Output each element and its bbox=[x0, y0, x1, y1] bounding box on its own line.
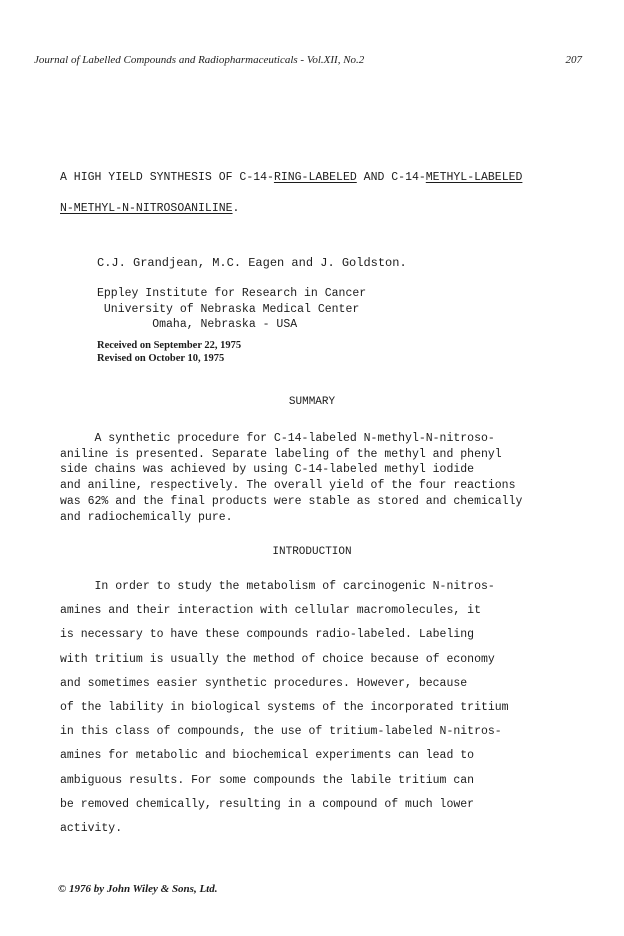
affiliation-line: Eppley Institute for Research in Cancer bbox=[97, 287, 367, 300]
text-line: be removed chemically, resulting in a compound of much lower bbox=[60, 797, 475, 811]
affiliation bbox=[97, 286, 366, 333]
received-date: Received on September 22, 1975 bbox=[97, 340, 242, 351]
text-line: In order to study the metabolism of carcinogenic N-nitros- bbox=[60, 580, 495, 593]
text-line: is necessary to have these compounds radio-labeled. Labeling bbox=[60, 628, 475, 642]
submission-dates bbox=[97, 339, 241, 365]
page-number: 207 bbox=[565, 54, 582, 66]
title-text: A HIGH YIELD SYNTHESIS OF C-14- bbox=[60, 171, 274, 184]
text-line: activity. bbox=[60, 822, 123, 836]
text-line: and sometimes easier synthetic procedures. However, because bbox=[60, 676, 468, 690]
text-line: with tritium is usually the method of choice because of economy bbox=[60, 652, 495, 666]
author-list: C.J. Grandjean, M.C. Eagen and J. Goldston. bbox=[97, 256, 407, 270]
text-line: side chains was achieved by using C-14-labeled methyl iodide bbox=[60, 463, 475, 477]
title-underlined-ring: RING-LABELED bbox=[273, 171, 357, 184]
title-compound-name: N-METHYL-N-NITROSOANILINE bbox=[60, 202, 233, 215]
text-line: ambiguous results. For some compounds the labile tritium can bbox=[60, 773, 475, 787]
text-line: and aniline, respectively. The overall yield of the four reactions bbox=[60, 479, 516, 493]
introduction-heading: INTRODUCTION bbox=[272, 546, 352, 558]
introduction-paragraph bbox=[60, 575, 509, 841]
text-line: was 62% and the final products were stable as stored and chemically bbox=[60, 494, 523, 508]
title-underlined-methyl: METHYL-LABELED bbox=[425, 171, 523, 184]
revised-date: Revised on October 10, 1975 bbox=[97, 353, 225, 364]
journal-citation: Journal of Labelled Compounds and Radiopharmaceuticals - Vol.XII, No.2 bbox=[34, 54, 365, 66]
affiliation-line: University of Nebraska Medical Center bbox=[97, 302, 360, 316]
text-line: amines for metabolic and biochemical experiments can lead to bbox=[60, 749, 475, 763]
text-line: A synthetic procedure for C-14-labeled N-methyl-N-nitroso- bbox=[60, 432, 495, 445]
title-period: . bbox=[232, 202, 240, 215]
running-header bbox=[34, 54, 582, 102]
copyright-notice: © 1976 by John Wiley & Sons, Ltd. bbox=[58, 883, 218, 895]
affiliation-line: Omaha, Nebraska - USA bbox=[97, 318, 298, 331]
summary-paragraph bbox=[60, 431, 522, 525]
text-line: amines and their interaction with cellular macromolecules, it bbox=[60, 604, 481, 618]
text-line: of the lability in biological systems of the incorporated tritium bbox=[60, 701, 509, 715]
text-line: and radiochemically pure. bbox=[60, 510, 233, 524]
paper-title bbox=[60, 162, 522, 224]
text-line: aniline is presented. Separate labeling of the methyl and phenyl bbox=[60, 447, 502, 461]
summary-heading: SUMMARY bbox=[288, 396, 336, 408]
text-line: in this class of compounds, the use of tritium-labeled N-nitros- bbox=[60, 725, 502, 739]
title-text: AND C-14- bbox=[356, 171, 426, 184]
